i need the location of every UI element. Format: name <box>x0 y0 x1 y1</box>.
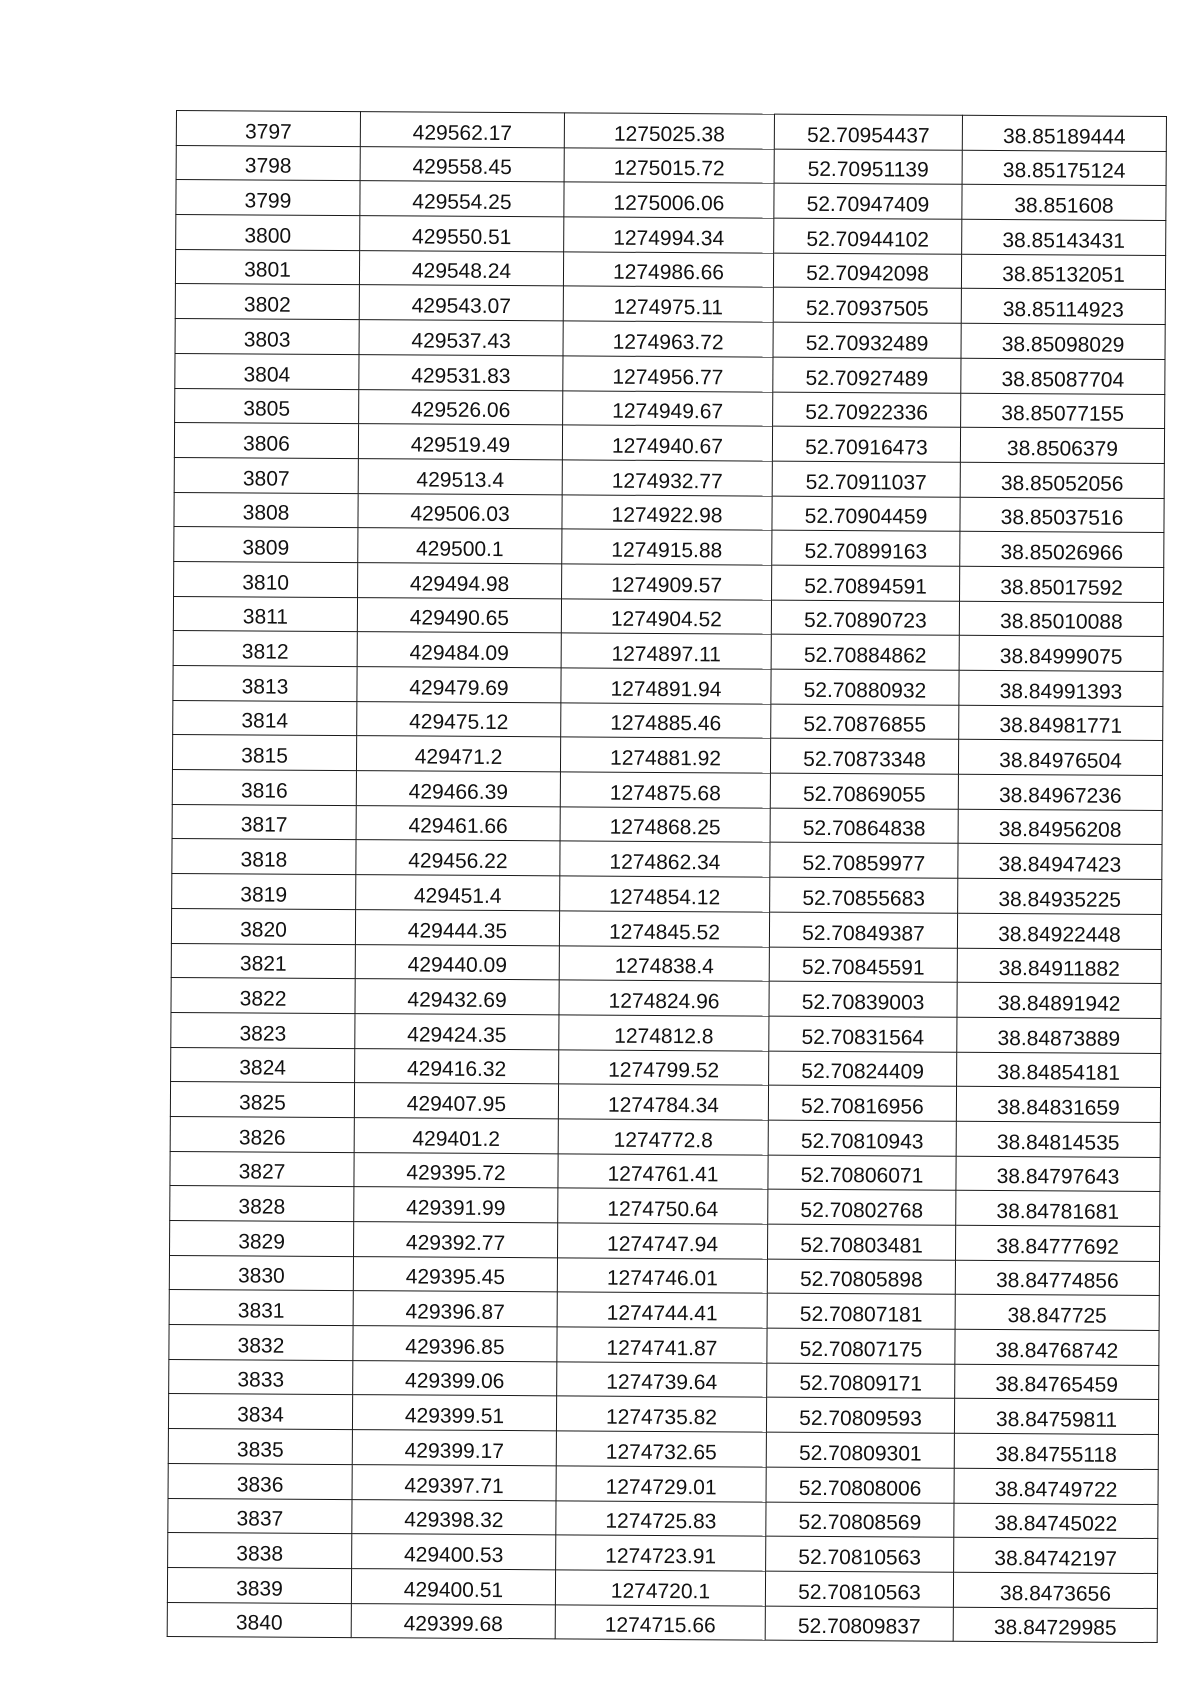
latitude-cell: 52.70845591 <box>769 947 957 983</box>
northing-cell: 1274799.52 <box>559 1049 769 1085</box>
northing-cell: 1274729.01 <box>556 1466 766 1502</box>
point-id-cell: 3833 <box>169 1359 353 1395</box>
point-id-cell: 3837 <box>168 1498 352 1534</box>
northing-cell: 1274922.98 <box>562 494 772 530</box>
point-id-cell: 3818 <box>172 839 356 875</box>
latitude-cell: 52.70808569 <box>766 1502 954 1538</box>
latitude-cell: 52.70944102 <box>774 218 962 254</box>
northing-cell: 1274875.68 <box>560 772 770 808</box>
latitude-cell: 52.70884862 <box>771 634 959 670</box>
latitude-cell: 52.70803481 <box>767 1224 955 1260</box>
point-id-cell: 3823 <box>171 1012 355 1048</box>
longitude-cell: 38.84873889 <box>957 1017 1161 1053</box>
latitude-cell: 52.70809171 <box>767 1363 955 1399</box>
easting-cell: 429461.66 <box>356 805 560 841</box>
point-id-cell: 3826 <box>170 1116 354 1152</box>
latitude-cell: 52.70932489 <box>773 322 961 358</box>
longitude-cell: 38.851608 <box>962 185 1166 221</box>
easting-cell: 429395.45 <box>353 1256 557 1292</box>
easting-cell: 429398.32 <box>352 1499 556 1535</box>
northing-cell: 1274812.8 <box>559 1015 769 1051</box>
easting-cell: 429399.06 <box>353 1360 557 1396</box>
northing-cell: 1274772.8 <box>558 1119 768 1155</box>
longitude-cell: 38.84935225 <box>958 878 1162 914</box>
coordinate-table-container <box>167 110 1166 1643</box>
northing-cell: 1274868.25 <box>560 807 770 843</box>
longitude-cell: 38.8506379 <box>960 427 1164 463</box>
latitude-cell: 52.70873348 <box>770 739 958 775</box>
longitude-cell: 38.84745022 <box>954 1503 1158 1539</box>
latitude-cell: 52.70831564 <box>769 1016 957 1052</box>
latitude-cell: 52.70899163 <box>772 530 960 566</box>
northing-cell: 1274909.57 <box>562 564 772 600</box>
northing-cell: 1274881.92 <box>560 737 770 773</box>
point-id-cell: 3835 <box>168 1429 352 1465</box>
northing-cell: 1274862.34 <box>560 841 770 877</box>
latitude-cell: 52.70942098 <box>773 253 961 289</box>
longitude-cell: 38.84765459 <box>955 1364 1159 1400</box>
northing-cell: 1274915.88 <box>562 529 772 565</box>
longitude-cell: 38.84797643 <box>956 1156 1160 1192</box>
latitude-cell: 52.70839003 <box>769 981 957 1017</box>
coordinate-table-body <box>167 111 1166 1643</box>
northing-cell: 1274732.65 <box>556 1431 766 1467</box>
latitude-cell: 52.70824409 <box>769 1051 957 1087</box>
northing-cell: 1274725.83 <box>556 1500 766 1536</box>
easting-cell: 429432.69 <box>355 979 559 1015</box>
northing-cell: 1274897.11 <box>561 633 771 669</box>
easting-cell: 429456.22 <box>356 840 560 876</box>
latitude-cell: 52.70864838 <box>770 808 958 844</box>
point-id-cell: 3805 <box>175 388 359 424</box>
longitude-cell: 38.84768742 <box>955 1329 1159 1365</box>
easting-cell: 429531.83 <box>359 354 563 390</box>
easting-cell: 429526.06 <box>359 389 563 425</box>
latitude-cell: 52.70802768 <box>768 1189 956 1225</box>
easting-cell: 429562.17 <box>360 112 564 148</box>
easting-cell: 429400.53 <box>352 1534 556 1570</box>
easting-cell: 429395.72 <box>354 1152 558 1188</box>
easting-cell: 429440.09 <box>355 944 559 980</box>
point-id-cell: 3813 <box>173 665 357 701</box>
longitude-cell: 38.84947423 <box>958 844 1162 880</box>
longitude-cell: 38.84891942 <box>957 982 1161 1018</box>
point-id-cell: 3808 <box>174 492 358 528</box>
latitude-cell: 52.70954437 <box>774 114 962 150</box>
northing-cell: 1274761.41 <box>558 1153 768 1189</box>
northing-cell: 1274963.72 <box>563 321 773 357</box>
latitude-cell: 52.70807181 <box>767 1294 955 1330</box>
northing-cell: 1274994.34 <box>564 217 774 253</box>
northing-cell: 1274735.82 <box>556 1396 766 1432</box>
longitude-cell: 38.84814535 <box>956 1121 1160 1157</box>
longitude-cell: 38.85026966 <box>960 532 1164 568</box>
easting-cell: 429444.35 <box>355 909 559 945</box>
longitude-cell: 38.8473656 <box>953 1572 1157 1608</box>
northing-cell: 1274750.64 <box>558 1188 768 1224</box>
point-id-cell: 3811 <box>173 596 357 632</box>
northing-cell: 1274891.94 <box>561 668 771 704</box>
easting-cell: 429391.99 <box>354 1187 558 1223</box>
longitude-cell: 38.85087704 <box>961 358 1165 394</box>
latitude-cell: 52.70805898 <box>767 1259 955 1295</box>
latitude-cell: 52.70809593 <box>766 1398 954 1434</box>
point-id-cell: 3829 <box>170 1220 354 1256</box>
latitude-cell: 52.70816956 <box>768 1085 956 1121</box>
easting-cell: 429451.4 <box>356 875 560 911</box>
longitude-cell: 38.84976504 <box>958 740 1162 776</box>
longitude-cell: 38.84999075 <box>959 636 1163 672</box>
longitude-cell: 38.85189444 <box>962 115 1166 151</box>
easting-cell: 429400.51 <box>351 1568 555 1604</box>
easting-cell: 429399.68 <box>351 1603 555 1639</box>
northing-cell: 1274845.52 <box>559 911 769 947</box>
latitude-cell: 52.70806071 <box>768 1155 956 1191</box>
northing-cell: 1274746.01 <box>557 1258 767 1294</box>
latitude-cell: 52.70807175 <box>767 1328 955 1364</box>
easting-cell: 429399.17 <box>352 1430 556 1466</box>
easting-cell: 429396.87 <box>353 1291 557 1327</box>
easting-cell: 429490.65 <box>357 597 561 633</box>
longitude-cell: 38.84777692 <box>955 1225 1159 1261</box>
longitude-cell: 38.84956208 <box>958 809 1162 845</box>
point-id-cell: 3825 <box>170 1082 354 1118</box>
easting-cell: 429548.24 <box>359 250 563 286</box>
point-id-cell: 3828 <box>170 1186 354 1222</box>
easting-cell: 429484.09 <box>357 632 561 668</box>
latitude-cell: 52.70922336 <box>773 392 961 428</box>
longitude-cell: 38.84729985 <box>953 1607 1157 1643</box>
latitude-cell: 52.70810563 <box>765 1571 953 1607</box>
easting-cell: 429537.43 <box>359 320 563 356</box>
easting-cell: 429519.49 <box>358 424 562 460</box>
northing-cell: 1274715.66 <box>555 1604 765 1640</box>
point-id-cell: 3821 <box>171 943 355 979</box>
longitude-cell: 38.85077155 <box>961 393 1165 429</box>
northing-cell: 1274904.52 <box>561 598 771 634</box>
easting-cell: 429506.03 <box>358 493 562 529</box>
northing-cell: 1274949.67 <box>563 390 773 426</box>
northing-cell: 1274723.91 <box>556 1535 766 1571</box>
latitude-cell: 52.70947409 <box>774 184 962 220</box>
longitude-cell: 38.84774856 <box>955 1260 1159 1296</box>
northing-cell: 1275015.72 <box>564 148 774 184</box>
latitude-cell: 52.70880932 <box>771 669 959 705</box>
latitude-cell: 52.70810563 <box>766 1536 954 1572</box>
easting-cell: 429466.39 <box>356 771 560 807</box>
point-id-cell: 3838 <box>168 1533 352 1569</box>
longitude-cell: 38.84742197 <box>954 1537 1158 1573</box>
latitude-cell: 52.70911037 <box>772 461 960 497</box>
latitude-cell: 52.70809301 <box>766 1432 954 1468</box>
latitude-cell: 52.70876855 <box>771 704 959 740</box>
northing-cell: 1274975.11 <box>563 286 773 322</box>
longitude-cell: 38.85175124 <box>962 150 1166 186</box>
latitude-cell: 52.70951139 <box>774 149 962 185</box>
coordinate-table <box>167 110 1167 1643</box>
easting-cell: 429550.51 <box>360 216 564 252</box>
point-id-cell: 3834 <box>168 1394 352 1430</box>
latitude-cell: 52.70849387 <box>769 912 957 948</box>
point-id-cell: 3819 <box>172 874 356 910</box>
table-row <box>167 1602 1157 1643</box>
longitude-cell: 38.84749722 <box>954 1468 1158 1504</box>
latitude-cell: 52.70904459 <box>772 496 960 532</box>
longitude-cell: 38.84831659 <box>956 1087 1160 1123</box>
northing-cell: 1275006.06 <box>564 182 774 218</box>
northing-cell: 1274741.87 <box>557 1327 767 1363</box>
point-id-cell: 3812 <box>173 631 357 667</box>
point-id-cell: 3806 <box>174 423 358 459</box>
longitude-cell: 38.85098029 <box>961 323 1165 359</box>
easting-cell: 429494.98 <box>358 563 562 599</box>
northing-cell: 1274885.46 <box>561 703 771 739</box>
longitude-cell: 38.84991393 <box>959 670 1163 706</box>
longitude-cell: 38.85114923 <box>961 289 1165 325</box>
point-id-cell: 3814 <box>173 700 357 736</box>
point-id-cell: 3803 <box>175 319 359 355</box>
northing-cell: 1274744.41 <box>557 1292 767 1328</box>
latitude-cell: 52.70855683 <box>770 877 958 913</box>
latitude-cell: 52.70937505 <box>773 288 961 324</box>
northing-cell: 1274940.67 <box>562 425 772 461</box>
latitude-cell: 52.70859977 <box>770 843 958 879</box>
longitude-cell: 38.84911882 <box>957 948 1161 984</box>
latitude-cell: 52.70894591 <box>772 565 960 601</box>
longitude-cell: 38.84854181 <box>957 1052 1161 1088</box>
northing-cell: 1274838.4 <box>559 945 769 981</box>
longitude-cell: 38.85143431 <box>962 219 1166 255</box>
point-id-cell: 3798 <box>176 145 360 181</box>
point-id-cell: 3800 <box>176 215 360 251</box>
northing-cell: 1274986.66 <box>563 252 773 288</box>
point-id-cell: 3807 <box>174 457 358 493</box>
point-id-cell: 3840 <box>167 1602 351 1638</box>
northing-cell: 1274854.12 <box>560 876 770 912</box>
northing-cell: 1274824.96 <box>559 980 769 1016</box>
easting-cell: 429396.85 <box>353 1326 557 1362</box>
longitude-cell: 38.85017592 <box>960 566 1164 602</box>
latitude-cell: 52.70808006 <box>766 1467 954 1503</box>
longitude-cell: 38.84755118 <box>954 1433 1158 1469</box>
longitude-cell: 38.84967236 <box>958 774 1162 810</box>
latitude-cell: 52.70869055 <box>770 773 958 809</box>
longitude-cell: 38.85037516 <box>960 497 1164 533</box>
easting-cell: 429475.12 <box>357 701 561 737</box>
point-id-cell: 3822 <box>171 978 355 1014</box>
northing-cell: 1274784.34 <box>558 1084 768 1120</box>
point-id-cell: 3815 <box>172 735 356 771</box>
longitude-cell: 38.847725 <box>955 1295 1159 1331</box>
latitude-cell: 52.70809837 <box>765 1606 953 1642</box>
easting-cell: 429424.35 <box>355 1013 559 1049</box>
easting-cell: 429513.4 <box>358 458 562 494</box>
point-id-cell: 3802 <box>175 284 359 320</box>
easting-cell: 429407.95 <box>354 1083 558 1119</box>
northing-cell: 1274720.1 <box>555 1570 765 1606</box>
point-id-cell: 3799 <box>176 180 360 216</box>
easting-cell: 429554.25 <box>360 181 564 217</box>
longitude-cell: 38.84981771 <box>959 705 1163 741</box>
point-id-cell: 3817 <box>172 804 356 840</box>
point-id-cell: 3804 <box>175 353 359 389</box>
point-id-cell: 3824 <box>171 1047 355 1083</box>
longitude-cell: 38.84781681 <box>956 1191 1160 1227</box>
easting-cell: 429500.1 <box>358 528 562 564</box>
northing-cell: 1274739.64 <box>557 1362 767 1398</box>
latitude-cell: 52.70890723 <box>771 600 959 636</box>
latitude-cell: 52.70810943 <box>768 1120 956 1156</box>
longitude-cell: 38.85132051 <box>961 254 1165 290</box>
point-id-cell: 3839 <box>167 1567 351 1603</box>
point-id-cell: 3830 <box>169 1255 353 1291</box>
northing-cell: 1275025.38 <box>564 113 774 149</box>
point-id-cell: 3797 <box>176 111 360 147</box>
easting-cell: 429543.07 <box>359 285 563 321</box>
northing-cell: 1274932.77 <box>562 460 772 496</box>
easting-cell: 429401.2 <box>354 1118 558 1154</box>
easting-cell: 429392.77 <box>354 1222 558 1258</box>
easting-cell: 429558.45 <box>360 146 564 182</box>
point-id-cell: 3816 <box>172 770 356 806</box>
easting-cell: 429471.2 <box>356 736 560 772</box>
longitude-cell: 38.84922448 <box>957 913 1161 949</box>
easting-cell: 429399.51 <box>352 1395 556 1431</box>
point-id-cell: 3820 <box>171 908 355 944</box>
latitude-cell: 52.70927489 <box>773 357 961 393</box>
northing-cell: 1274956.77 <box>563 356 773 392</box>
point-id-cell: 3801 <box>175 249 359 285</box>
point-id-cell: 3832 <box>169 1325 353 1361</box>
easting-cell: 429416.32 <box>355 1048 559 1084</box>
northing-cell: 1274747.94 <box>557 1223 767 1259</box>
point-id-cell: 3810 <box>174 561 358 597</box>
latitude-cell: 52.70916473 <box>772 426 960 462</box>
point-id-cell: 3827 <box>170 1151 354 1187</box>
point-id-cell: 3836 <box>168 1463 352 1499</box>
point-id-cell: 3831 <box>169 1290 353 1326</box>
point-id-cell: 3809 <box>174 527 358 563</box>
longitude-cell: 38.85052056 <box>960 462 1164 498</box>
longitude-cell: 38.85010088 <box>959 601 1163 637</box>
easting-cell: 429479.69 <box>357 667 561 703</box>
longitude-cell: 38.84759811 <box>954 1399 1158 1435</box>
easting-cell: 429397.71 <box>352 1464 556 1500</box>
